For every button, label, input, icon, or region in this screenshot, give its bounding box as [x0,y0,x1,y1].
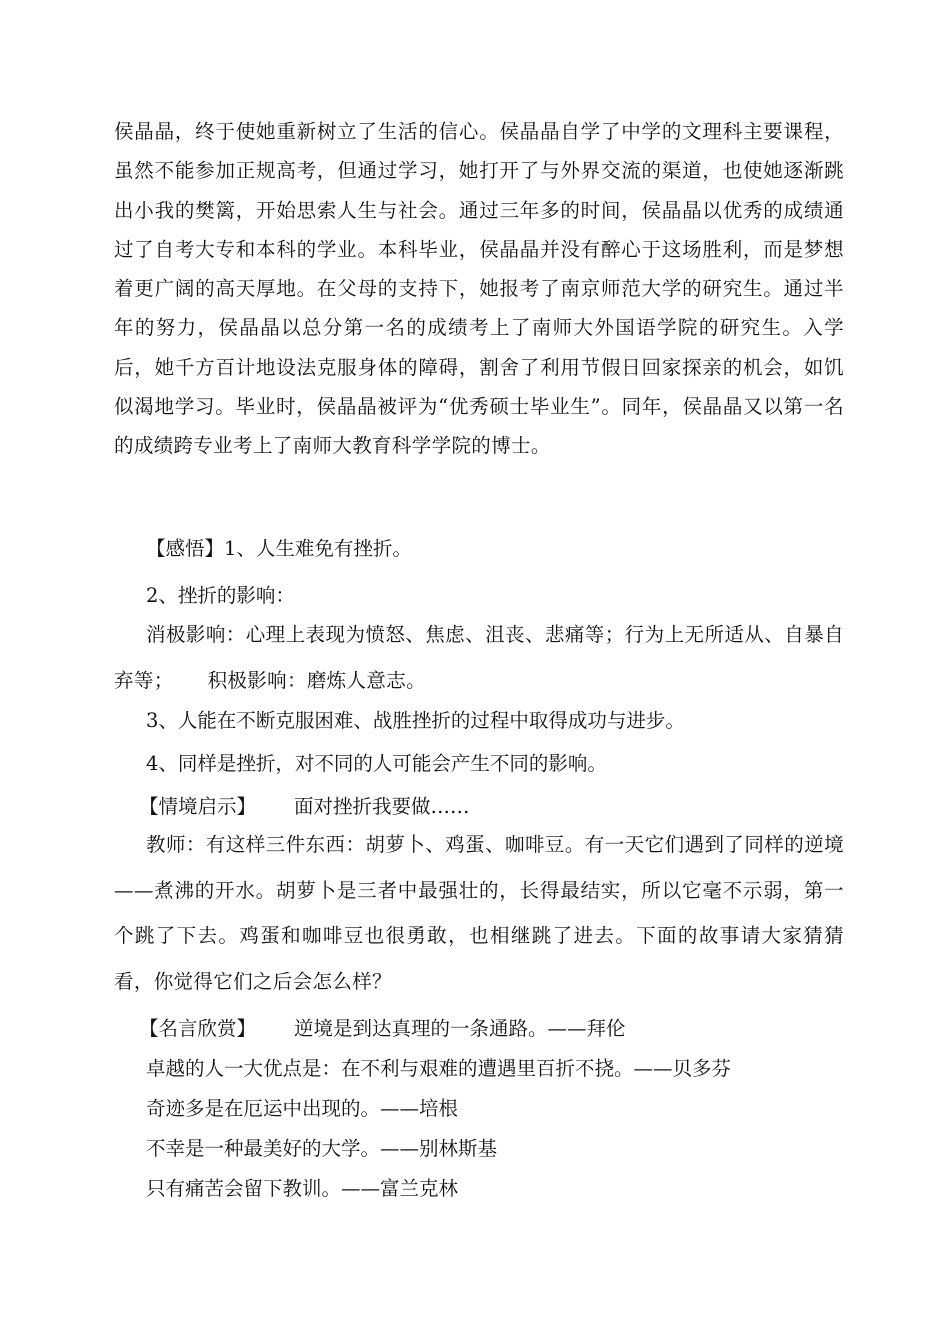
insight-point-4: 4、同样是挫折，对不同的人可能会产生不同的影响。 [146,752,607,775]
positive-impact-text: 积极影响：磨炼人意志。 [207,669,426,692]
insight-heading: 【感悟】1、人生难免有挫折。 [146,537,412,560]
scenario-title: 面对挫折我要做…… [294,795,470,818]
quotes-heading: 【名言欣赏】 [139,1017,257,1040]
scenario-heading-line [139,794,470,820]
negative-impact-text: 消极影响：心理上表现为愤怒、焦虑、沮丧、悲痛等；行为上无所适从、自暴自弃等； [114,623,844,692]
insight-point-2: 2、挫折的影响： [146,584,295,607]
quote-item: 只有痛苦会留下教训。——富兰克林 [146,1177,459,1200]
scenario-body: 教师：有这样三件东西：胡萝卜、鸡蛋、咖啡豆。有一天它们遇到了同样的逆境——煮沸的开水。胡萝卜是三者中最强壮的，长得最结实，所以它毫不示弱，第一个跳了下去。鸡蛋和咖啡豆也很勇敢，也相继跳了进去。下面的故事请大家猜猜看，你觉得它们之后会怎么样？ [114,833,844,993]
quote-item: 卓越的人一大优点是：在不利与艰难的遭遇里百折不挠。——贝多芬 [146,1057,732,1080]
scenario-heading: 【情境启示】 [139,795,257,818]
story-paragraph: 侯晶晶，终于使她重新树立了生活的信心。侯晶晶自学了中学的文理科主要课程，虽然不能参加正规高考，但通过学习，她打开了与外界交流的渠道，也使她逐渐跳出小我的樊篱，开始思索人生与社会。通过三年多的时间，侯晶晶以优秀的成绩通过了自考大专和本科的学业。本科毕业，侯晶晶并没有醉心于这场胜利，而是梦想着更广阔的高天厚地。在父母的支持下，她报考了南京师范大学的研究生。通过半年的努力，侯晶晶以总分第一名的成绩考上了南师大外国语学院的研究生。入学后，她千方百计地设法克服身体的障碍，割舍了利用节假日回家探亲的机会，如饥似渴地学习。毕业时，侯晶晶被评为“优秀硕士毕业生”。同年，侯晶晶又以第一名的成绩跨专业考上了南师大教育科学学院的博士。 [114,120,844,458]
quotes-heading-line [139,1016,626,1042]
quote-item: 不幸是一种最美好的大学。——别林斯基 [146,1137,498,1160]
quote-item: 逆境是到达真理的一条通路。——拜伦 [294,1017,626,1040]
quote-item: 奇迹多是在厄运中出现的。——培根 [146,1097,459,1120]
insight-point-3: 3、人能在不断克服困难、战胜挫折的过程中取得成功与进步。 [146,709,685,732]
insight-point-2-detail [114,612,844,704]
